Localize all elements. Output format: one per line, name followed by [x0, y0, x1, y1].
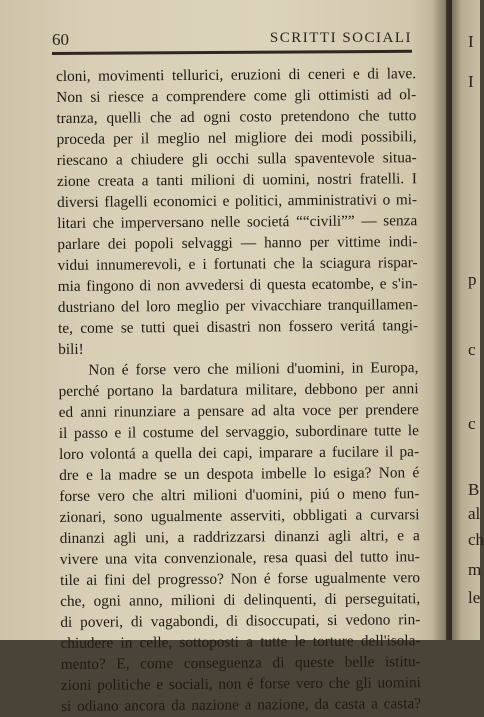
- text-line: vidui innumerevoli, e i fortunati che la sciagura rispar-: [57, 254, 418, 274]
- text-line: vivere una vita convenzionale, resa quasi del tutto inu-: [59, 548, 420, 568]
- text-line: tile ai fini del progresso? Non é forse ugualmente vero: [59, 569, 421, 589]
- text-line: riescano a chiudere gli occhi sulla spaventevole situa-: [56, 149, 417, 169]
- text-line: tranza, quelli che ad ogni costo pretendono che tutto: [56, 107, 417, 127]
- text-line: mia fingono di non avvedersi di questa ecatombe, e s'in-: [57, 275, 418, 295]
- text-line: te, come se tutti quei disastri non fossero veritá tangi-: [57, 317, 419, 337]
- text-line: Non si riesce a comprendere come gli ottimisti ad ol-: [56, 86, 417, 106]
- text-line: il passo e il costume del servaggio, subordinare tutte le: [58, 422, 419, 442]
- facing-page-fragment: I: [468, 72, 474, 91]
- paragraph-2: [58, 357, 421, 717]
- facing-page-fragment: c: [468, 340, 476, 359]
- facing-page-edge: [452, 0, 484, 640]
- paragraph-1: [56, 63, 418, 360]
- facing-page-fragment: al: [468, 504, 481, 523]
- facing-page-fragment: ch: [468, 530, 484, 549]
- text-line: diversi flagelli economici e politici, amministrativi o mi-: [57, 191, 418, 211]
- facing-page-fragment: m: [468, 560, 482, 579]
- text-line: litari che imperversano nelle societá ““civili”” — senza: [57, 212, 418, 232]
- text-line: ed anni rinunziare a pensare ad alta voce per prendere: [58, 401, 419, 421]
- text-line: cloni, movimenti tellurici, eruzioni di ceneri e di lave.: [56, 65, 417, 85]
- text-line: si odiano ancora da nazione a nazione, da casta a casta?: [60, 695, 422, 715]
- text-line: mento? E, come conseguenza di queste belle istitu-: [60, 653, 421, 673]
- text-line: proceda per il meglio nel migliore dei modi possibili,: [56, 128, 417, 148]
- text-line: forse vero che altri milioni d'uomini, piú o meno fun-: [59, 485, 420, 505]
- text-line: zioni politiche e sociali, non é forse vero che gli uomini: [60, 674, 421, 694]
- facing-page-fragment: p: [468, 270, 477, 289]
- text-line: Non é forse vero che milioni d'uomini, in Europa,: [88, 359, 419, 379]
- text-line: zionari, sono ugualmente asserviti, obbligati a curvarsi: [59, 506, 420, 526]
- text-line: bili!: [58, 340, 84, 358]
- body-text: [56, 63, 421, 717]
- text-line: parlare dei popoli selvaggi — hanno per vittime indi-: [57, 233, 418, 253]
- running-header: [52, 30, 412, 52]
- text-line: zione creata a tanti milioni di uomini, nostri fratelli. I: [56, 170, 417, 190]
- text-line: che, ogni anno, milioni di delinquenti, di perseguitati,: [60, 590, 421, 610]
- text-line: loro volontá a quella dei capi, imparare a fucilare il pa-: [58, 443, 420, 463]
- page-number: 60: [52, 30, 69, 49]
- text-line: chiudere in celle, sottoposti a tutte le torture dell'isola-: [60, 632, 421, 652]
- facing-page-fragment: I: [468, 32, 474, 51]
- text-line: dre e la madre se un despota imbelle lo esiga? Non é: [59, 464, 420, 484]
- facing-page-fragment: B: [468, 480, 480, 499]
- text-line: di poveri, di vagabondi, di disoccupati, si vedono rin-: [60, 611, 421, 631]
- text-line: dustriano del loro meglio per vivacchiare tranquillamen-: [57, 296, 418, 316]
- facing-page-fragment: le: [468, 588, 481, 607]
- facing-page-fragment: c: [468, 414, 476, 433]
- running-title: SCRITTI SOCIALI: [269, 30, 412, 46]
- text-line: dinanzi agli uni, a raddrizzarsi dinanzi agli altri, e a: [59, 527, 420, 547]
- text-line: perché portano la bardatura militare, debbono per anni: [58, 380, 419, 400]
